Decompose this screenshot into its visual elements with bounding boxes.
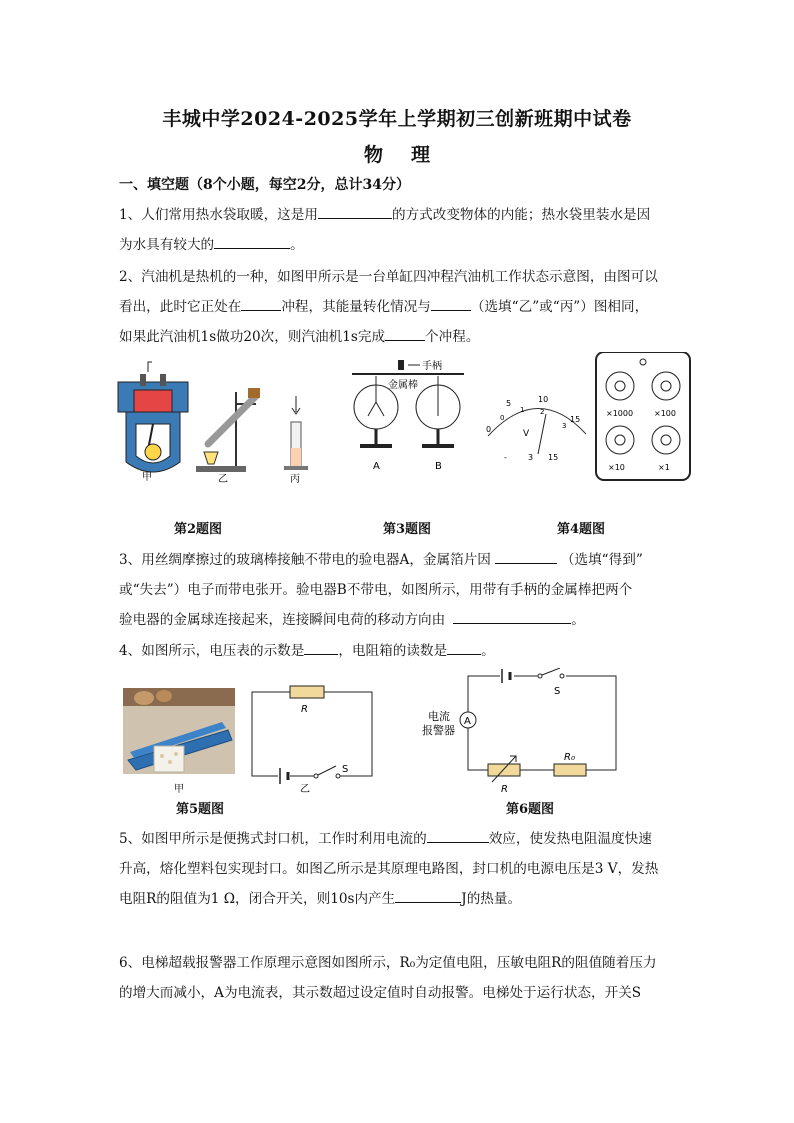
voltmeter-symbol: V (523, 429, 530, 439)
sealer-photo-jia (123, 688, 235, 795)
alarm-label-line-2: 报警器 (422, 724, 455, 737)
meter-inner-2: 2 (540, 408, 545, 416)
dial-x1000: ×1000 (606, 409, 634, 418)
q1-text-d: 。 (290, 237, 304, 253)
exam-subject (0, 140, 794, 167)
q2-text-c: 冲程，其能量转化情况与 (281, 299, 431, 315)
q5-text-b: 效应，使发热电阻温度快速 (488, 831, 652, 847)
alarm-label-line-1: 电流 (428, 710, 450, 723)
question-3 (119, 545, 685, 635)
q1-blank-2[interactable] (214, 233, 290, 249)
exam-title: 丰城中学2024-2025学年上学期初三创新班期中试卷 (162, 108, 632, 130)
meter-tick-5: 5 (506, 399, 512, 408)
q3-text-e: 。 (571, 612, 585, 628)
q5-text-c: 升高，熔化塑料包实现封口。如图乙所示是其原理电路图，封口机的电源电压是3 V，发热 (119, 861, 659, 877)
q2-text-a: 2、汽油机是热机的一种，如图甲所示是一台单缸四冲程汽油机工作状态示意图，由图可以 (119, 269, 658, 285)
label-bing: 丙 (290, 474, 300, 485)
pressure-resistor-label: R (501, 784, 508, 795)
tube-figure-yi (196, 388, 260, 485)
q2-text-f: 个冲程。 (425, 329, 480, 345)
subject-char-2: 理 (411, 144, 431, 166)
q3-text-c: 或“失去”）电子而带电张开。验电器B不带电，如图所示，用带有手柄的金属棒把两个 (119, 582, 633, 598)
terminal-15: 15 (548, 453, 559, 462)
figures-row-2 (118, 668, 628, 798)
q3-blank-2[interactable] (453, 608, 571, 624)
q5-text-a: 5、如图甲所示是便携式封口机，工作时利用电流的 (119, 831, 427, 847)
section-heading: 一、填空题（8个小题，每空2分，总计34分） (119, 177, 410, 193)
q4-text-b: ，电阻箱的读数是 (338, 643, 448, 659)
question-2 (119, 262, 685, 352)
terminal-3: 3 (528, 453, 534, 462)
q1-text-c: 为水具有较大的 (119, 237, 215, 253)
ammeter-symbol: A (464, 716, 471, 727)
meter-tick-10: 10 (538, 395, 549, 404)
q5-blank-2[interactable] (395, 887, 461, 903)
q6-text-b: 的增大而减小，A为电流表，其示数超过设定值时自动报警。电梯处于运行状态，开关S (119, 985, 642, 1001)
question-5 (119, 824, 685, 914)
label-jia-2: 甲 (174, 784, 184, 795)
label-yi: 乙 (218, 474, 228, 485)
label-yi-2: 乙 (300, 784, 310, 795)
q4-text-c: 。 (481, 643, 495, 659)
subject-char-1: 物 (363, 144, 383, 166)
caption-fig-5: 第5题图 (176, 802, 225, 817)
q2-blank-2[interactable] (431, 295, 471, 311)
switch-s-label: S (342, 764, 349, 775)
electroscope-a-label: A (373, 461, 380, 472)
q1-text-a: 1、人们常用热水袋取暖，这是用 (119, 207, 318, 223)
metal-rod-label: 金属棒 (388, 380, 418, 391)
q2-blank-3[interactable] (385, 325, 425, 341)
q5-text-d: 电阻R的阻值为1 Ω，闭合开关，则10s内产生 (119, 891, 396, 907)
q6-text-a: 6、电梯超载报警器工作原理示意图如图所示，R₀为定值电阻，压敏电阻R的阻值随着压力 (119, 955, 657, 971)
q5-blank-1[interactable] (427, 827, 489, 843)
terminal-minus: - (504, 453, 507, 462)
sealer-circuit-yi (252, 686, 372, 795)
electroscope-b-label: B (435, 461, 442, 472)
q2-blank-1[interactable] (241, 295, 281, 311)
q3-text-b: （选填“得到” (560, 552, 643, 568)
question-4 (119, 636, 685, 666)
q1-blank-1[interactable] (318, 203, 392, 219)
figures-row-1 (108, 352, 698, 492)
resistor-r-label: R (301, 704, 308, 715)
question-6 (119, 948, 685, 1008)
q3-text-d: 验电器的金属球连接起来，连接瞬间电荷的移动方向由 (119, 612, 446, 628)
elevator-alarm-circuit (422, 668, 616, 795)
electroscope-figure (352, 359, 464, 472)
q2-text-d: （选填“乙”或“丙”）图相同， (470, 299, 649, 315)
q3-blank-1[interactable] (495, 548, 557, 564)
engine-figure-jia (118, 362, 188, 483)
dial-x100: ×100 (654, 409, 676, 418)
dial-x10: ×10 (608, 463, 625, 472)
fixed-resistor-label: R₀ (564, 752, 575, 763)
q2-text-e: 如果此汽油机1s做功20次，则汽油机1s完成 (119, 329, 386, 345)
q2-text-b: 看出，此时它正处在 (119, 299, 242, 315)
meter-tick-0: 0 (486, 425, 492, 434)
q4-text-a: 4、如图所示，电压表的示数是 (119, 643, 305, 659)
meter-inner-0: 0 (500, 414, 505, 422)
voltmeter-figure (486, 395, 586, 462)
q4-blank-2[interactable] (447, 639, 481, 655)
caption-fig-4: 第4题图 (557, 522, 606, 537)
label-jia: 甲 (142, 472, 152, 483)
meter-inner-1: 1 (520, 406, 525, 414)
q3-text-a: 3、用丝绸摩擦过的玻璃棒接触不带电的验电器A，金属箔片因 (119, 552, 491, 568)
switch-s6-label: S (554, 686, 561, 697)
handle-label: 手柄 (422, 361, 442, 372)
caption-fig-3: 第3题图 (383, 522, 432, 537)
caption-fig-6: 第6题图 (506, 802, 555, 817)
q5-text-e: J的热量。 (461, 891, 522, 907)
meter-tick-15: 15 (570, 415, 581, 424)
resistance-box-figure (596, 352, 690, 480)
syringe-figure-bing (284, 396, 308, 485)
question-1 (119, 200, 685, 260)
q1-text-b: 的方式改变物体的内能；热水袋里装水是因 (391, 207, 651, 223)
dial-x1: ×1 (658, 463, 670, 472)
meter-inner-3: 3 (562, 422, 567, 430)
q4-blank-1[interactable] (304, 639, 338, 655)
caption-fig-2: 第2题图 (174, 522, 223, 537)
